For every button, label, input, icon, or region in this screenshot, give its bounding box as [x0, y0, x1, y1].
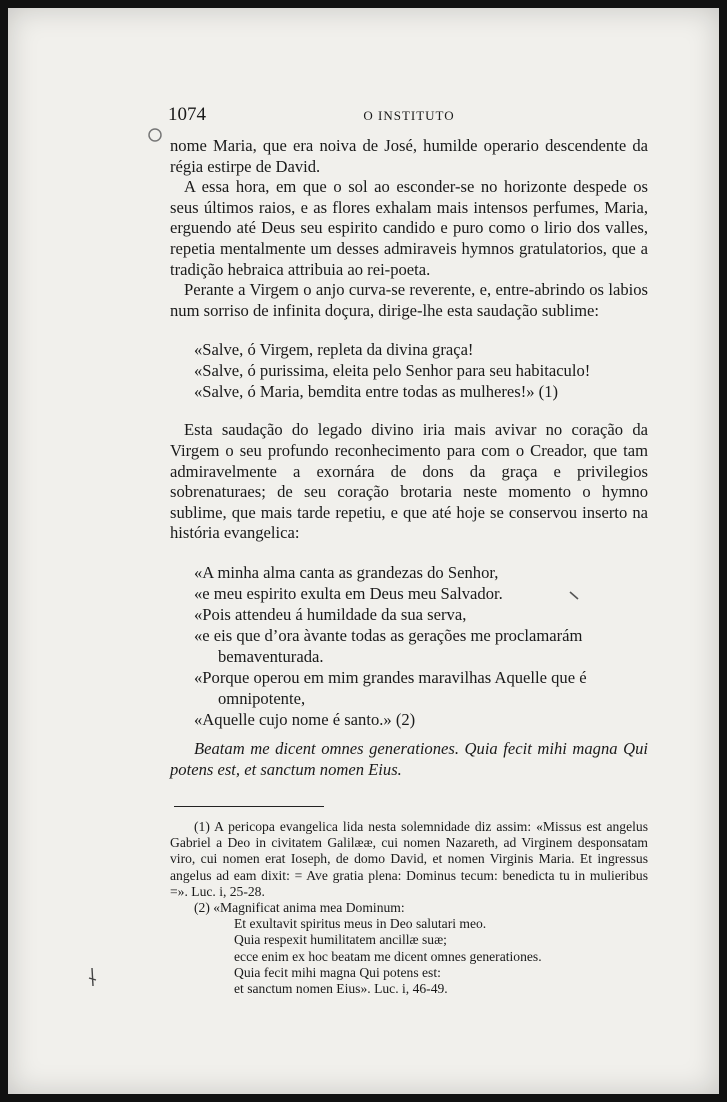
verse-line: «Salve, ó Maria, bemdita entre todas as mulheres!» (1)	[194, 382, 559, 402]
scanned-page	[8, 8, 719, 1094]
verse-line: «e meu espirito exulta em Deus meu Salvador.	[194, 583, 503, 603]
scan-spot	[568, 590, 582, 604]
paragraph-saudacao: Esta saudação do legado divino iria mais avivar no coração da Virgem o seu profundo reconhecimento para com o Creador, que tam admiravelmente a exornára de dons da graça e privilegios sobrenaturaes; de seu coração brotaria neste momento o hymno sublime, que mais tarde repetiu, e que até hoje se conservou inserto na história evangelica:	[170, 420, 648, 543]
verse-line: «Porque operou em mim grandes maravilhas Aquelle que é omnipotente,	[194, 667, 587, 708]
footnote-line: et sanctum nomen Eius». Luc. i, 46-49.	[234, 980, 448, 996]
verse-line: «A minha alma canta as grandezas do Senhor,	[194, 562, 499, 582]
footnote-2-lines	[234, 916, 648, 997]
running-title: O INSTITUTO	[363, 108, 455, 123]
verse-line: «Salve, ó Virgem, repleta da divina graça!	[194, 340, 474, 360]
page-number: 1074	[168, 104, 206, 125]
footnote-2-first-line: (2) «Magnificat anima mea Dominum:	[194, 899, 405, 915]
footnote-1: (1) A pericopa evangelica lida nesta solemnidade diz assim: «Missus est angelus Gabriel a Deo in civitatem Galilææ, cui nomen Nazareth, ad Virginem desponsatam viro, cui nomen erat Ioseph, de domo David, et nomen Virginis Maria. Et ingressus angelus ad eam dixit: = Ave gratia plena: Dominus tecum: benedicta tu in mulieribus =». Luc. i, 25-28.	[170, 818, 648, 899]
salutation-verse	[170, 339, 648, 402]
footnote-line: Quia respexit humilitatem ancillæ suæ;	[234, 932, 447, 948]
magnificat-verse	[170, 562, 648, 730]
verse-line: «Aquelle cujo nome é santo.» (2)	[194, 709, 416, 729]
footnote-divider	[174, 806, 324, 807]
verse-line: «e eis que d’ora àvante todas as gerações me proclamarám bemaventurada.	[194, 625, 583, 666]
latin-quote: Beatam me dicent omnes generationes. Quia fecit mihi magna Qui potens est, et sanctum nomen Eius.	[170, 738, 648, 779]
paragraph-sunset: A essa hora, em que o sol ao esconder-se no horizonte despede os seus últimos raios, e as flores exhalam mais intensos perfumes, Maria, erguendo até Deus seu espirito candido e puro como o lirio dos valles, repetia mentalmente um desses admiraveis hymnos gratulatorios, que a tradição hebraica attribuia ao rei-poeta.	[170, 177, 648, 279]
footnote-line: ecce enim ex hoc beatam me dicent omnes generationes.	[234, 948, 542, 964]
scan-spot	[146, 126, 166, 146]
verse-line: «Pois attendeu á humildade da sua serva,	[194, 604, 467, 624]
scan-spot	[86, 966, 106, 990]
paragraph-angel: Perante a Virgem o anjo curva-se reverente, e, entre-abrindo os labios num sorriso de infinita doçura, dirige-lhe esta saudação sublime:	[170, 280, 648, 320]
page-header	[170, 104, 648, 126]
footnote-line: Et exultavit spiritus meus in Deo salutari meo.	[234, 916, 487, 932]
page-content	[170, 104, 648, 997]
footnote-line: Quia fecit mihi magna Qui potens est:	[234, 964, 441, 980]
verse-line: «Salve, ó purissima, eleita pelo Senhor para seu habitaculo!	[194, 361, 591, 381]
paragraph-continuation: nome Maria, que era noiva de José, humilde operario descendente da régia estirpe de David.	[170, 136, 648, 176]
